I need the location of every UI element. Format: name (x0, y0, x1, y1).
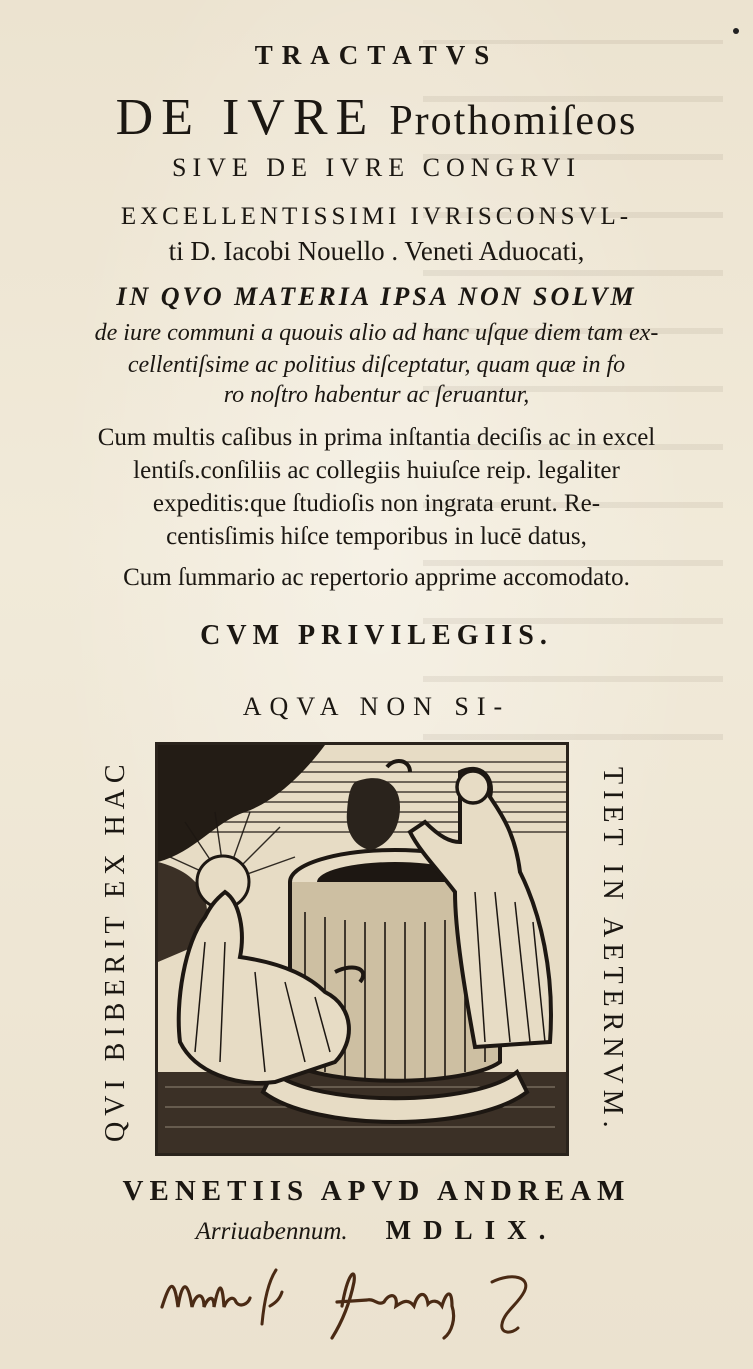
imprint-year: MDLIX. (385, 1215, 558, 1245)
title-line-tractatus: TRACTATVS (254, 40, 499, 70)
ink-speck (733, 28, 739, 34)
desc-line-1: IN QVO MATERIA IPSA NON SOLVM (116, 282, 637, 311)
title-line-de-iure (0, 88, 753, 147)
motto-left: QVI BIBERIT EX HAC (100, 758, 131, 1142)
desc-line-3: cellentiſsime ac politius diſceptatur, quam quæ in fo (127, 352, 626, 378)
title-line-sive: SIVE DE IVRE CONGRVI (172, 153, 581, 182)
desc-line-7: expeditis:que ſtudioſis non ingrata erunt. Re- (152, 490, 601, 517)
title-prothomiseos: Prothomiſeos (389, 98, 638, 144)
desc-line-2: de iure communi a quouis alio ad hanc uſque diem tam ex- (94, 320, 659, 346)
desc-line-9: Cum ſummario ac repertorio apprime accomodato. (123, 564, 630, 591)
desc-line-4: ro noſtro habentur ac ſeruantur, (223, 382, 530, 408)
desc-line-6: lentiſs.conſiliis ac collegiis huiuſce reip. legaliter (133, 457, 620, 484)
imprint-line-1: VENETIIS APVD ANDREAM (122, 1175, 631, 1207)
imprint-line-2 (0, 1215, 753, 1246)
motto-right: TIET IN AETERNVM. (597, 766, 628, 1134)
title-de-iure-caps: DE IVRE (115, 89, 376, 146)
author-line-2: ti D. Iacobi Nouello . Veneti Aduocati, (168, 236, 585, 266)
author-line-1: EXCELLENTISSIMI IVRISCONSVL- (120, 203, 633, 230)
desc-line-8: centisſimis hiſce temporibus in lucē datus, (166, 523, 587, 550)
woodcut-illustration (155, 742, 569, 1156)
desc-line-5: Cum multis caſibus in prima inſtantia deciſis ac in excel (97, 424, 656, 451)
imprint-printer: Arriuabennum. (195, 1218, 348, 1245)
handwritten-signature (152, 1262, 572, 1342)
privilege-line: CVM PRIVILEGIIS. (200, 620, 553, 651)
motto-top: AQVA NON SI- (242, 692, 511, 721)
